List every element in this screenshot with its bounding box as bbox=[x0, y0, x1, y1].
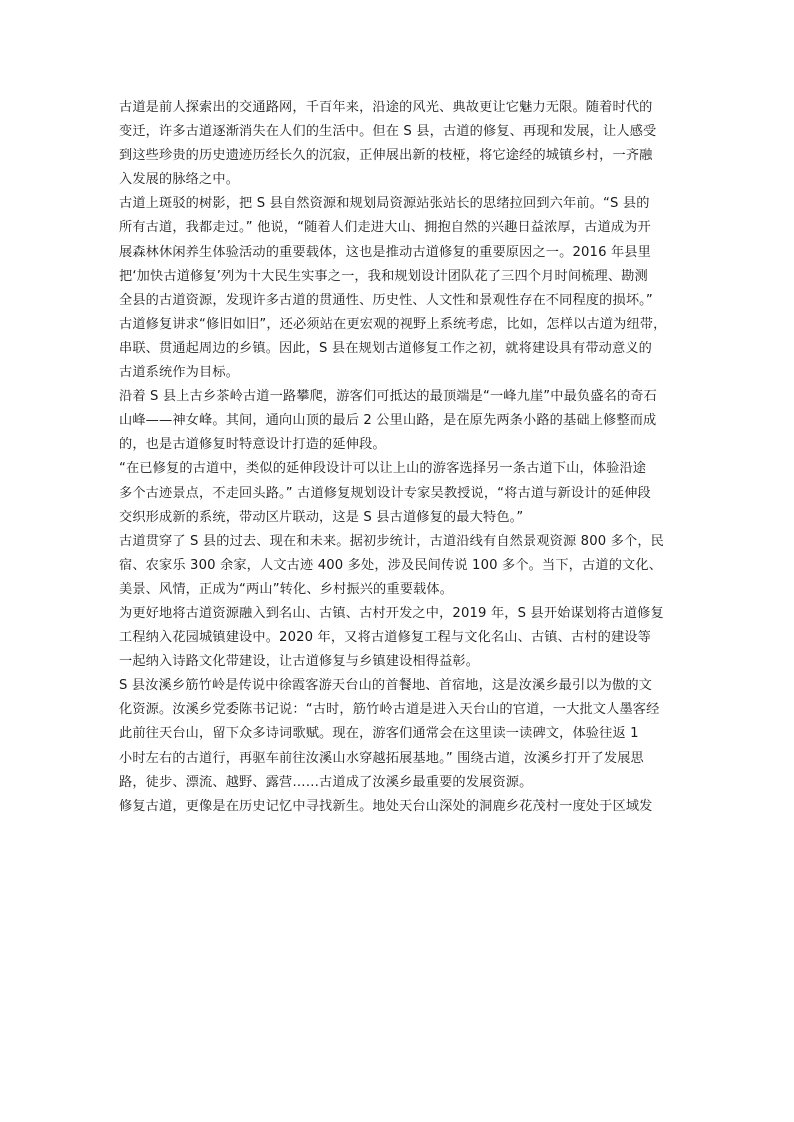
text-line: 一起纳入诗路文化带建设，让古道修复与乡镇建设相得益彰。 bbox=[119, 654, 480, 670]
text-line: 工程纳入花园城镇建设中。2020 年，又将古道修复工程与文化名山、古镇、古村的建设等 bbox=[119, 630, 651, 646]
text-line: 的，也是古道修复时特意设计打造的延伸段。 bbox=[119, 437, 386, 453]
text-line: 古道贯穿了 S 县的过去、现在和未来。据初步统计，古道沿线有自然景观资源 800 多个，民 bbox=[119, 533, 664, 549]
text-line: 此前往天台山，留下众多诗词歌赋。现在，游客们通常会在这里读一读碑文，体验往返 1 bbox=[119, 726, 639, 742]
text-line: 交织形成新的系统，带动区片联动，这是 S 县古道修复的最大特色。” bbox=[119, 509, 524, 525]
text-line: 到这些珍贵的历史遗迹历经长久的沉寂，正伸展出新的枝桠，将它途经的城镇乡村，一齐融 bbox=[119, 148, 653, 164]
text-line: 变迁，许多古道逐渐消失在人们的生活中。但在 S 县，古道的修复、再现和发展，让人感受 bbox=[119, 124, 657, 140]
text-line: 把‘加快古道修复’列为十大民生实事之一，我和规划设计团队花了三四个月时间梳理、勘测 bbox=[119, 268, 648, 284]
text-line: 古道修复讲求“修旧如旧”，还必须站在更宏观的视野上系统考虑，比如，怎样以古道为纽带， bbox=[119, 316, 667, 332]
text-line: 山峰——神女峰。其间，通向山顶的最后 2 公里山路，是在原先两条小路的基础上修整而成 bbox=[119, 413, 657, 429]
text-line: 古道上斑驳的树影，把 S 县自然资源和规划局资源站张站长的思绪拉回到六年前。“S 县的 bbox=[119, 196, 650, 212]
text-line: 展森林休闲养生体验活动的重要载体，这也是推动古道修复的重要原因之一。2016 年县里 bbox=[119, 244, 651, 260]
text-line: 全县的古道资源，发现许多古道的贯通性、历史性、人文性和景观性存在不同程度的损坏。” bbox=[119, 292, 653, 308]
text-line: 小时左右的古道行，再驱车前往汝溪山水穿越拓展基地。” 围绕古道，汝溪乡打开了发展思 bbox=[119, 750, 644, 766]
text-line: 所有古道，我都走过。” 他说，“随着人们走进大山、拥抱自然的兴趣日益浓厚，古道成为开 bbox=[119, 220, 651, 236]
text-line: 多个古迹景点，不走回头路。” 古道修复规划设计专家吴教授说，“将古道与新设计的延伸段 bbox=[119, 485, 651, 501]
text-line: 古道系统作为目标。 bbox=[119, 365, 240, 381]
text-line: 宿、农家乐 300 余家，人文古迹 400 多处，涉及民间传说 100 多个。当下，古道的文化、 bbox=[119, 557, 663, 573]
text-line: “在已修复的古道中，类似的延伸段设计可以让上山的游客选择另一条古道下山，体验沿途 bbox=[119, 461, 647, 477]
text-line: 美景、风情，正成为“两山”转化、乡村振兴的重要载体。 bbox=[119, 581, 454, 597]
text-line: S 县汝溪乡筋竹岭是传说中徐霞客游天台山的首餐地、首宿地，这是汝溪乡最引以为傲的文 bbox=[119, 678, 653, 694]
text-line: 路，徒步、漂流、越野、露营……古道成了汝溪乡最重要的发展资源。 bbox=[119, 774, 533, 790]
text-line: 为更好地将古道资源融入到名山、古镇、古村开发之中，2019 年，S 县开始谋划将古道修复 bbox=[119, 605, 664, 621]
text-line: 串联、贯通起周边的乡镇。因此，S 县在规划古道修复工作之初，就将建设具有带动意义的 bbox=[119, 340, 653, 356]
text-line: 古道是前人探索出的交通路网，千百年来，沿途的风光、典故更让它魅力无限。随着时代的 bbox=[119, 100, 653, 115]
text-line: 化资源。汝溪乡党委陈书记说：“古时，筋竹岭古道是进入天台山的官道，一大批文人墨客经 bbox=[119, 702, 660, 718]
article-body bbox=[119, 96, 691, 819]
text-line: 修复古道，更像是在历史记忆中寻找新生。地处天台山深处的洞鹿乡花茂村一度处于区域发 bbox=[119, 798, 653, 814]
text-line: 入发展的脉络之中。 bbox=[119, 172, 240, 188]
text-line: 沿着 S 县上古乡茶岭古道一路攀爬，游客们可抵达的最顶端是“一峰九崖”中最负盛名的奇石 bbox=[119, 389, 657, 405]
